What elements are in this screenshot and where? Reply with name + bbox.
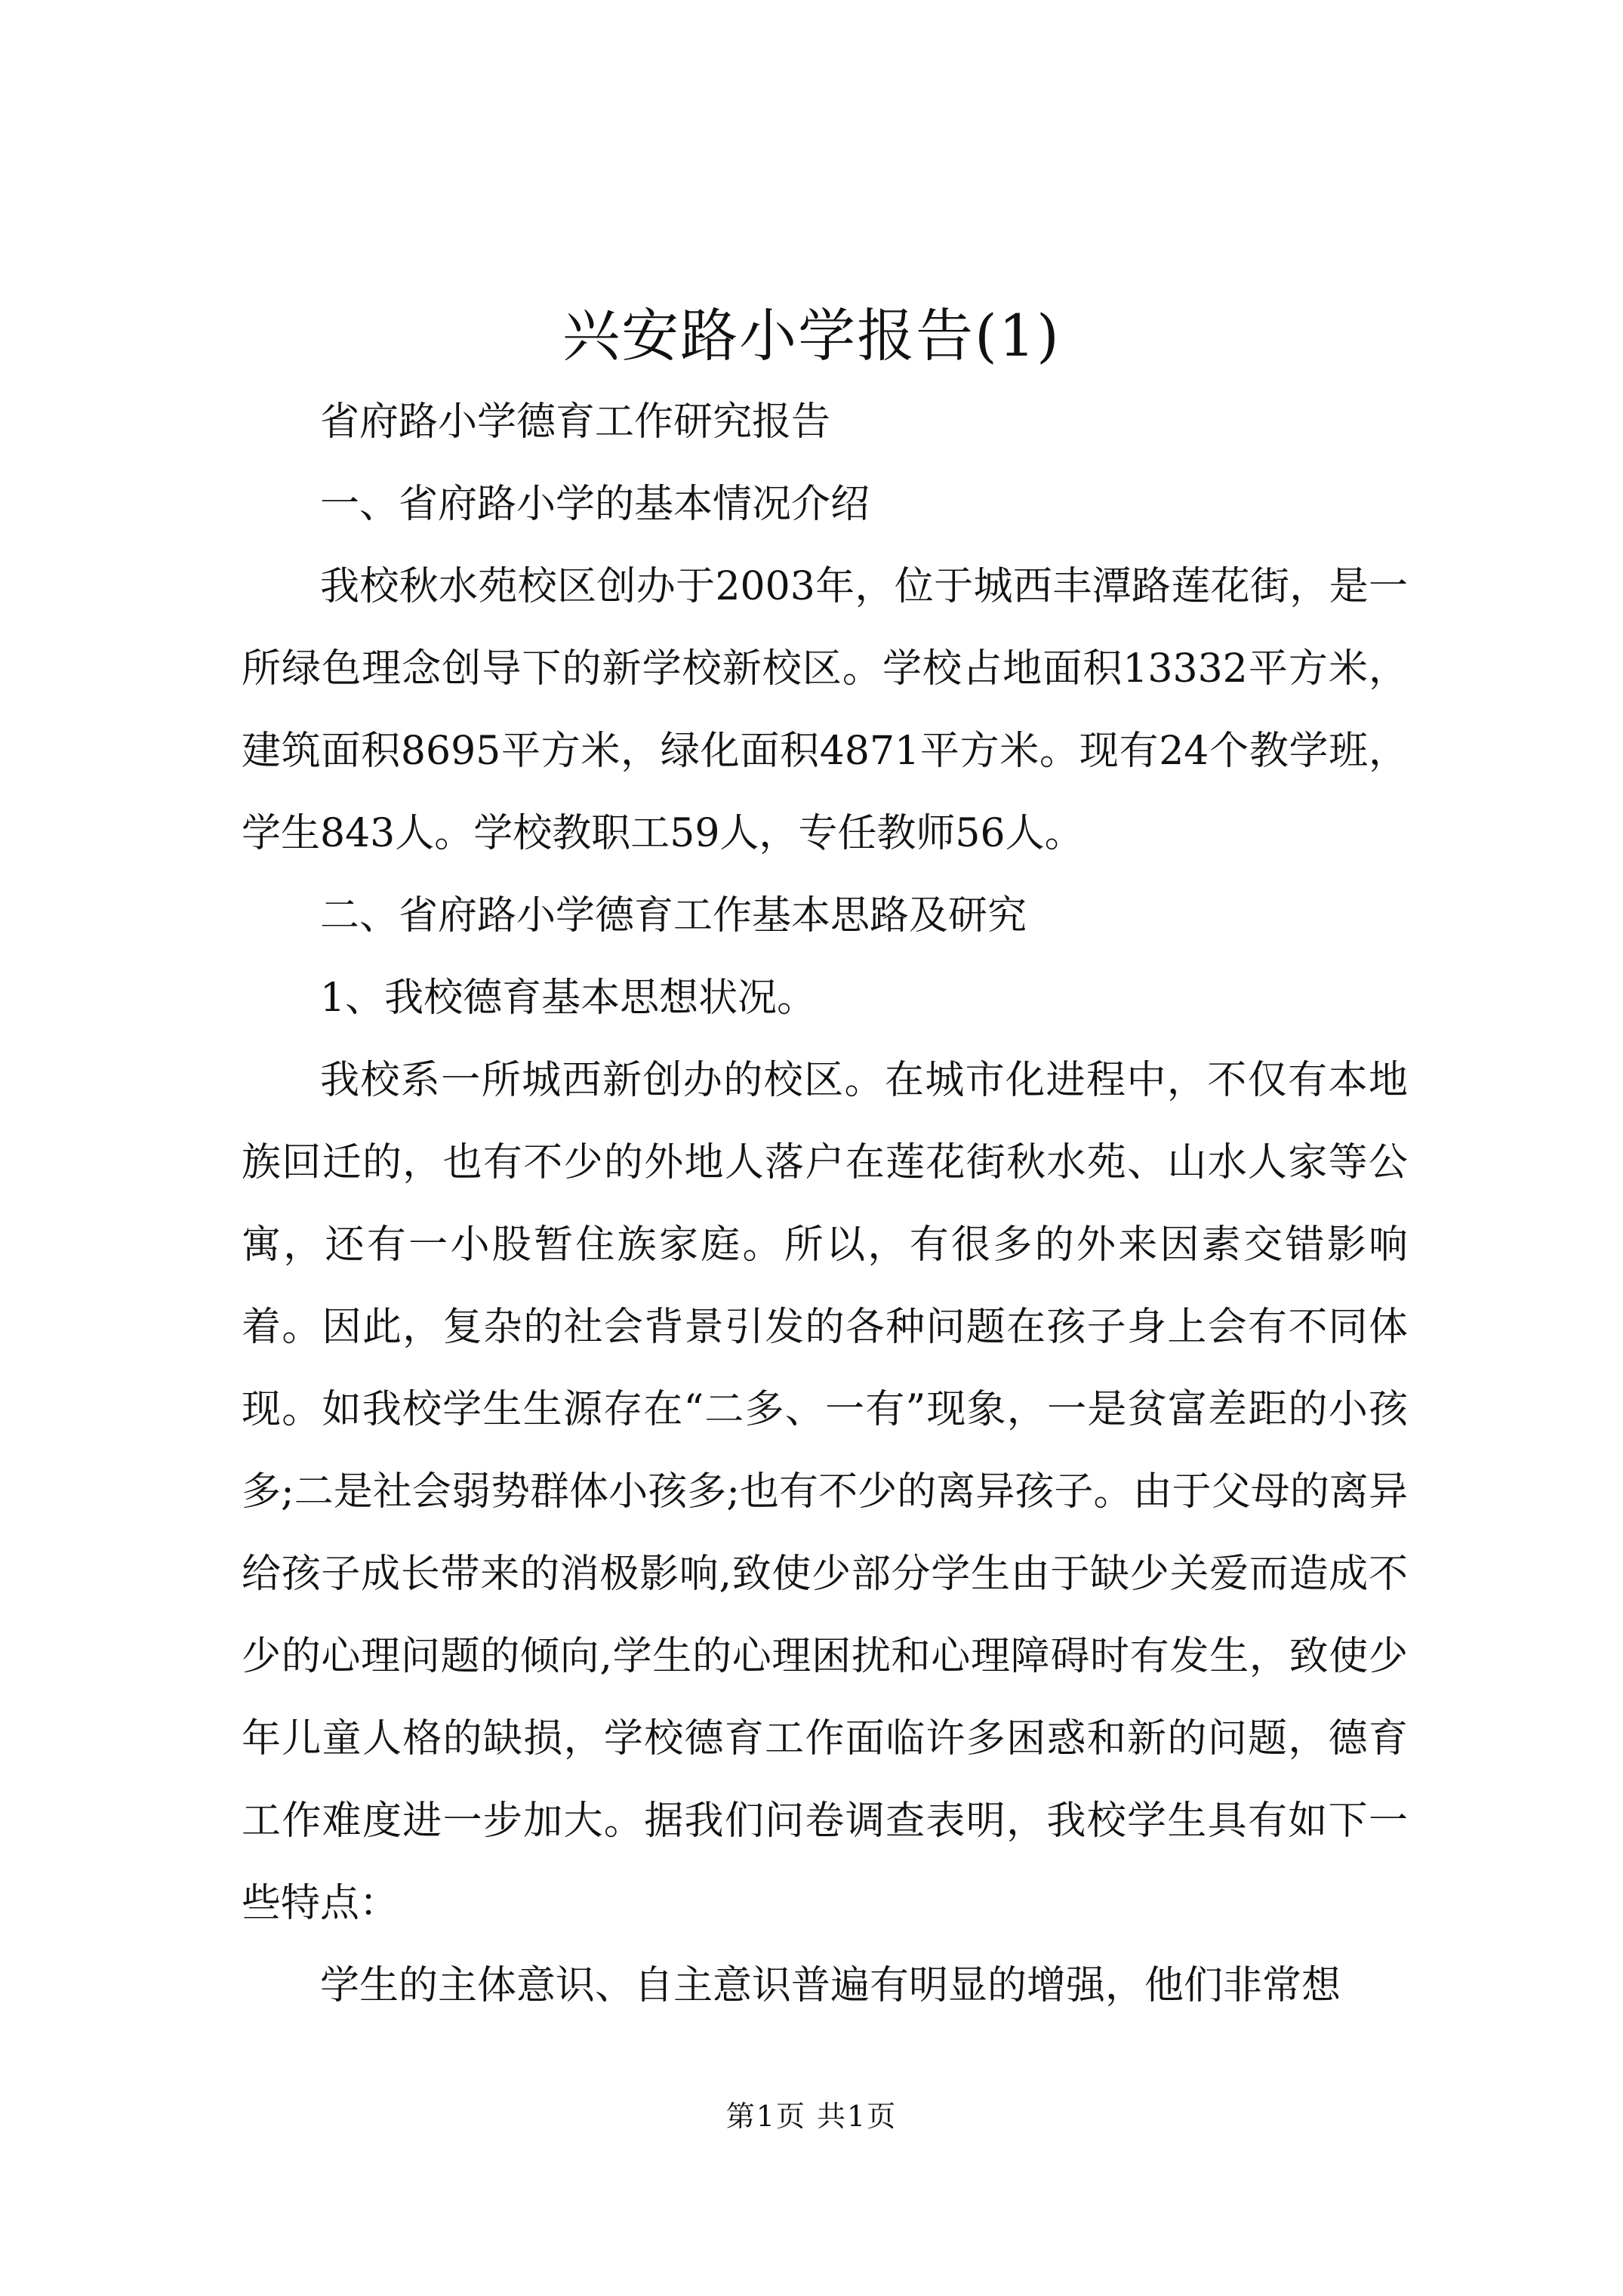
page-footer: 第1页 共1页 <box>725 2100 898 2133</box>
report-heading: 省府路小学德育工作研究报告 <box>320 399 831 445</box>
paragraph-school-info: 我校秋水苑校区创办于2003年，位于城西丰潭路莲花街，是一所绿色理念创导下的新学校新校区。学校占地面积13332平方米，建筑面积8695平方米，绿化面积4871平方米。现有24个教学班，学生843人。学校教职工59人，专任教师56人。 <box>242 564 1408 856</box>
section-heading-2: 二、省府路小学德育工作基本思路及研究 <box>320 893 1027 938</box>
section-heading-1: 一、省府路小学的基本情况介绍 <box>320 482 870 527</box>
paragraph-student-traits: 学生的主体意识、自主意识普遍有明显的增强，他们非常想 <box>320 1963 1341 2008</box>
paragraph-moral-status: 我校系一所城西新创办的校区。在城市化进程中，不仅有本地族回迁的，也有不少的外地人落户在莲花街秋水苑、山水人家等公寓，还有一小股暂住族家庭。所以，有很多的外来因素交错影响着。因此，复杂的社会背景引发的各种问题在孩子身上会有不同体现。如我校学生生源存在“二多、一有”现象，一是贫富差距的小孩多;二是社会弱势群体小孩多;也有不少的离异孩子。由于父母的离异给孩子成长带来的消极影响,致使少部分学生由于缺少关爱而造成不少的心理问题的倾向,学生的心理困扰和心理障碍时有发生，致使少年儿童人格的缺损，学校德育工作面临许多困惑和新的问题，德育工作难度进一步加大。据我们问卷调查表明，我校学生具有如下一些特点： <box>242 1058 1408 1926</box>
document-body <box>242 381 1408 2027</box>
subsection-heading-1: 1、我校德育基本思想状况。 <box>320 975 817 1021</box>
document-title: 兴安路小学报告(1) <box>562 302 1061 369</box>
